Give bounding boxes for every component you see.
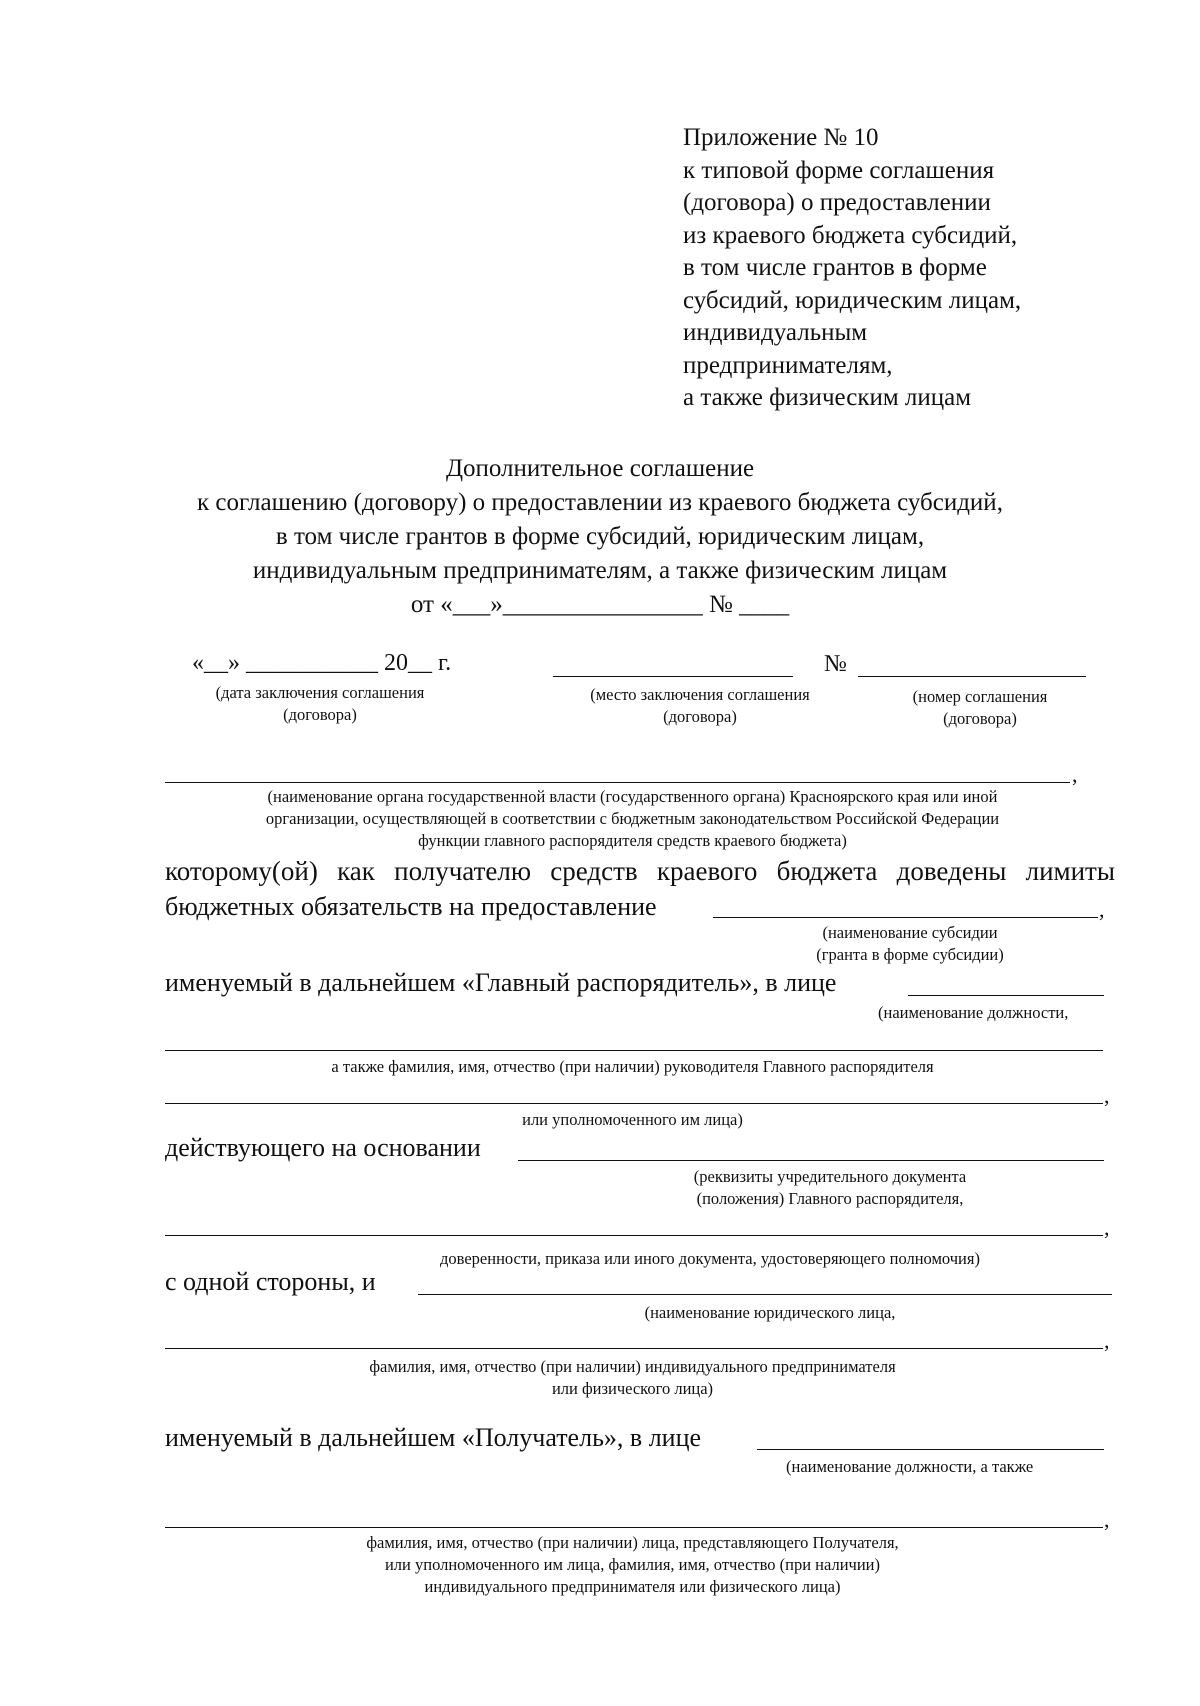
caption-line: индивидуального предпринимателя или физического лица) (424, 1577, 841, 1596)
caption-line: или уполномоченного им лица, фамилия, имя, отчество (при наличии) (384, 1555, 881, 1574)
party-fullname-line[interactable] (165, 1348, 1103, 1349)
caption-line: (наименование органа государственной власти (государственного органа) Красноярского края или иной (267, 787, 998, 806)
annex-line: Приложение № 10 (683, 124, 879, 151)
annex-line: (договора) о предоставлении (683, 189, 991, 216)
caption-line: (договора) (283, 705, 357, 724)
basis-caption (660, 1166, 1000, 1210)
annex-line: субсидий, юридическим лицам, (683, 286, 1022, 314)
limits-line-2: бюджетных обязательств на предоставление (165, 892, 657, 921)
manager-authorized-line[interactable] (165, 1103, 1103, 1104)
manager-fullname-line[interactable] (165, 1050, 1103, 1051)
annex-line: в том числе грантов в форме (683, 254, 987, 281)
comma: , (1104, 1328, 1110, 1353)
caption-line: (место заключения соглашения (590, 685, 810, 704)
caption-line: фамилия, имя, отчество (при наличии) индивидуального предпринимателя (369, 1357, 896, 1376)
recipient-position-line[interactable] (757, 1449, 1104, 1450)
annex-line: предпринимателям, (683, 351, 893, 379)
caption-line: (дата заключения соглашения (215, 683, 425, 702)
caption-line: (наименование субсидии (822, 923, 998, 942)
caption-line: организации, осуществляющей в соответствии с бюджетным законодательством Российской Федерации (265, 809, 1000, 828)
basis-document-line[interactable] (518, 1160, 1104, 1161)
limits-line-1: которому(ой) как получателю средств краевого бюджета доведены лимиты (165, 856, 1115, 886)
recipient-fullname-line[interactable] (165, 1527, 1103, 1528)
date-caption (160, 682, 480, 726)
caption-line: (реквизиты учредительного документа (693, 1167, 967, 1186)
authority-caption (160, 786, 1105, 852)
basis-power-line[interactable] (165, 1235, 1103, 1236)
annex-line: из краевого бюджета субсидий, (683, 221, 1018, 249)
authority-name-line[interactable] (165, 782, 1070, 783)
basis-caption-3: доверенности, приказа или иного документа, удостоверяющего полномочия) (440, 1249, 980, 1268)
caption-line: (договора) (943, 709, 1017, 728)
document-title (100, 452, 1100, 622)
annex-line: индивидуальным (683, 319, 868, 346)
caption-line: функции главного распорядителя средств краевого бюджета) (418, 831, 847, 850)
caption-line: (номер соглашения (912, 687, 1048, 706)
recipient-caption-2 (160, 1532, 1105, 1598)
annex-line: к типовой форме соглашения (683, 156, 995, 184)
annex-header (683, 122, 1021, 415)
number-sign: № (824, 651, 847, 677)
place-caption (550, 684, 850, 728)
title-line-2: к соглашению (договору) о предоставлении из краевого бюджета субсидий, (197, 489, 1003, 516)
caption-line: (положения) Главного распорядителя, (696, 1189, 964, 1208)
party-line: с одной стороны, и (165, 1267, 376, 1296)
recipient-line: именуемый в дальнейшем «Получатель», в лице (165, 1423, 702, 1452)
title-line-4: индивидуальным предпринимателям, а также физическим лицам (252, 557, 948, 584)
place-field-line[interactable] (553, 676, 793, 677)
comma: , (1104, 1083, 1110, 1108)
comma: , (1099, 897, 1105, 922)
basis-line: действующего на основании (165, 1133, 481, 1162)
manager-position-line[interactable] (908, 995, 1104, 996)
annex-line: а также физическим лицам (683, 384, 972, 411)
caption-line: или физического лица) (551, 1379, 714, 1398)
comma: , (1104, 1215, 1110, 1240)
title-line-1: Дополнительное соглашение (445, 455, 755, 482)
number-caption (880, 686, 1080, 730)
title-line-3: в том числе грантов в форме субсидий, юридическим лицам, (275, 523, 925, 550)
party-caption-2 (160, 1356, 1105, 1400)
caption-line: фамилия, имя, отчество (при наличии) лица, представляющего Получателя, (366, 1533, 899, 1552)
manager-caption-1: (наименование должности, (878, 1003, 1069, 1022)
manager-caption-2: а также фамилия, имя, отчество (при наличии) руководителя Главного распорядителя (331, 1057, 934, 1076)
comma: , (1072, 762, 1078, 787)
recipient-caption-1: (наименование должности, а также (786, 1457, 1034, 1476)
date-field[interactable]: «__» ___________ 20__ г. (192, 650, 452, 676)
subsidy-name-line[interactable] (713, 917, 1098, 918)
caption-line: (договора) (663, 707, 737, 726)
comma: , (1104, 1507, 1110, 1532)
title-line-5: от «___»________________ № ____ (410, 591, 790, 618)
manager-line: именуемый в дальнейшем «Главный распорядитель», в лице (165, 968, 837, 997)
party-name-line[interactable] (418, 1294, 1112, 1295)
caption-line: (гранта в форме субсидии) (816, 945, 1004, 964)
subsidy-caption (780, 922, 1040, 966)
manager-caption-3: или уполномоченного им лица) (522, 1110, 743, 1129)
party-caption-1: (наименование юридического лица, (644, 1303, 896, 1322)
number-field-line[interactable] (858, 676, 1086, 677)
